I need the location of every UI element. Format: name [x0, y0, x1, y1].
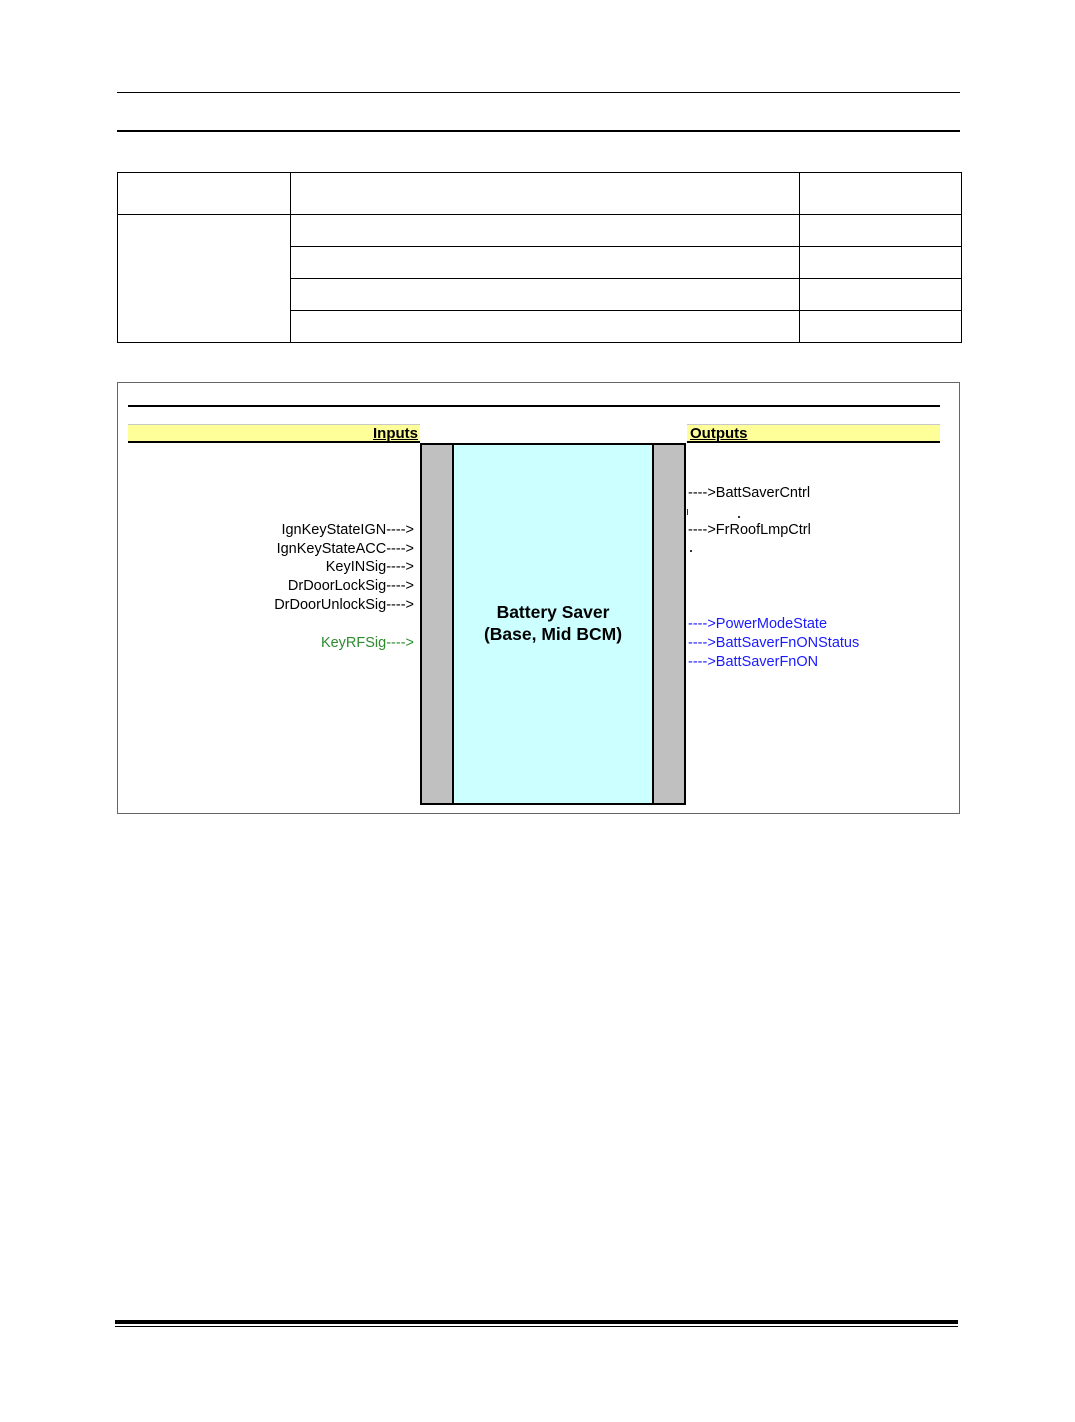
table-cell	[291, 173, 800, 215]
inputs-header-band	[128, 424, 420, 443]
table-cell	[118, 173, 291, 215]
function-block	[420, 443, 686, 805]
table-cell	[800, 215, 962, 247]
stray-mark	[690, 550, 692, 552]
input-signal-rf: KeyRFSig---->	[320, 635, 414, 651]
table-cell	[800, 247, 962, 279]
input-signal: IgnKeyStateIGN---->	[281, 522, 414, 538]
input-signal: KeyINSig---->	[325, 559, 414, 575]
table-header-row	[118, 173, 962, 215]
input-signal: DrDoorUnlockSig---->	[274, 597, 414, 613]
output-port-rail	[652, 445, 684, 803]
input-signal: IgnKeyStateACC---->	[276, 541, 414, 557]
header-rule-top	[117, 92, 960, 93]
inputs-label: Inputs	[373, 425, 418, 442]
block-title-line-2: (Base, Mid BCM)	[483, 624, 623, 644]
block-title	[454, 601, 652, 645]
table-cell-merged	[118, 215, 291, 343]
output-signal: ---->FrRoofLmpCtrl	[688, 522, 811, 538]
block-title-line-1: Battery Saver	[496, 602, 610, 622]
table-cell	[291, 215, 800, 247]
footer-rule-thin	[115, 1326, 958, 1327]
table-cell	[800, 279, 962, 311]
battery-saver-diagram	[117, 382, 960, 814]
input-signal: DrDoorLockSig---->	[287, 578, 414, 594]
output-signal: ---->BattSaverCntrl	[688, 485, 811, 501]
diagram-top-rule	[128, 405, 940, 407]
table-cell	[291, 247, 800, 279]
outputs-label: Outputs	[690, 425, 748, 442]
table-cell	[800, 173, 962, 215]
header-rule-bottom	[117, 130, 960, 132]
stray-mark	[738, 516, 740, 518]
output-signal-can: ---->BattSaverFnONStatus	[688, 635, 860, 651]
table-cell	[800, 311, 962, 343]
outputs-header-band	[687, 424, 940, 443]
table-row	[118, 215, 962, 247]
footer-rule-thick	[115, 1320, 958, 1324]
stray-mark	[687, 509, 688, 515]
revision-table	[117, 172, 962, 343]
table-cell	[291, 311, 800, 343]
table-cell	[291, 279, 800, 311]
output-signal-can: ---->PowerModeState	[688, 616, 828, 632]
output-signal-can: ---->BattSaverFnON	[688, 654, 819, 670]
input-port-rail	[422, 445, 454, 803]
